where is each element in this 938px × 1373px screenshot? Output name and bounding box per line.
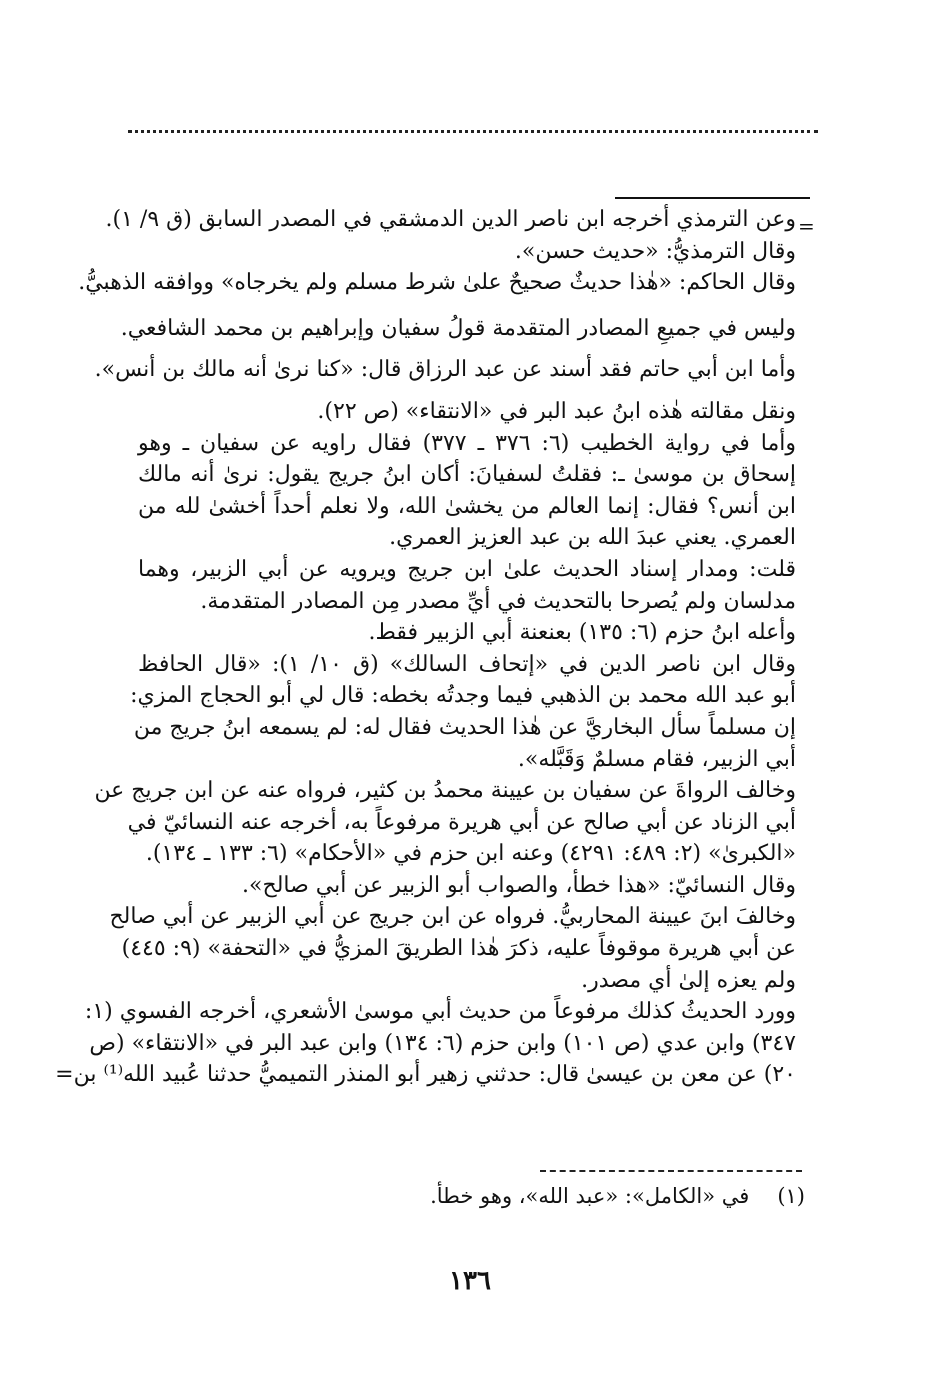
text-line: إن مسلماً سأل البخاريَّ عن هٰذا الحديث فقال له: لم يسمعه ابنُ جريج من	[133, 714, 796, 740]
text-line: أبو عبد الله محمد بن الذهبي فيما وجدتُه بخطه: قال لي أبو الحجاج المزي:	[130, 683, 796, 709]
text-line: وخالف الرواةَ عن سفيان بن عيينة محمدُ بن كثير، فرواه عنه عن ابن جريج عن	[94, 778, 796, 804]
text-line: ٣٤٧) وابن عدي (ص ١٠١) وابن حزم (٦: ١٣٤) وابن عبد البر في «الانتقاء» (ص	[89, 1030, 796, 1056]
page-number: ١٣٦	[449, 1266, 491, 1296]
text-line: وخالفَ ابنَ عيينة المحاربيُّ. فرواه عن ابن جريج عن أبي الزبير عن أبي صالح	[109, 904, 796, 930]
text-line: إسحاق بن موسىٰ ـ: فقلتُ لسفيانَ: أكان ابنُ جريج يقول: نرىٰ أنه مالك	[138, 462, 796, 488]
text-line: وأعله ابنُ حزم (٦: ١٣٥) بعنعنة أبي الزبير فقط.	[368, 620, 796, 646]
text-line: أبي الزبير، فقام مسلمٌ وَقَبَّله».	[517, 746, 796, 772]
footnote	[400, 1184, 805, 1208]
text-line: وورد الحديثُ كذلك مرفوعاً من حديث أبي موسىٰ الأشعري، أخرجه الفسوي (١:	[84, 999, 796, 1025]
footnote-text: في «الكامل»: «عبد الله»، وهو خطأ.	[430, 1184, 750, 1208]
text-line: وليس في جميعِ المصادر المتقدمة قولُ سفيان وإبراهيم بن محمد الشافعي.	[120, 315, 796, 341]
text-line: «الكبرىٰ» (٢: ٤٨٩: ٤٢٩١) وعنه ابن حزم في «الأحكام» (٦: ١٣٣ ـ ١٣٤).	[145, 841, 796, 867]
text-line: وأما ابن أبي حاتم فقد أسند عن عبد الرزاق قال: «كنا نرىٰ أنه مالك بن أنس».	[94, 357, 796, 383]
text-line: وقال ابن ناصر الدين في «إتحاف السالك» (ق ١٠/ ١): «قال الحافظ	[138, 651, 797, 677]
text-line: ولم يعزه إلىٰ أي مصدر.	[581, 967, 796, 993]
text-line: وقال النسائيّ: «هذا خطأ، والصواب أبو الزبير عن أبي صالح».	[242, 872, 796, 898]
text-line: ٢٠) عن معن بن عيسىٰ قال: حدثني زهير أبو المنذر التميميُّ حدثنا عُبيد الله⁽¹⁾ بن=	[55, 1062, 796, 1088]
text-line: عن أبي هريرة موقوفاً عليه، ذكرَ هٰذا الطريقَ المزيُّ في «التحفة» (٩: ٤٤٥)	[121, 936, 796, 962]
text-line: ابن أنس؟ فقال: إنما العالم من يخشىٰ الله، ولا نعلم أحداً أخشىٰ لله من	[138, 493, 796, 519]
footnote-number: (١)	[777, 1184, 805, 1208]
text-line: قلت: ومدار إسناد الحديث علىٰ ابن جريج ويرويه عن أبي الزبير، وهما	[138, 556, 796, 582]
text-line: وقال الحاكم: «هٰذا حديثٌ صحيحٌ علىٰ شرط مسلم ولم يخرجاه» ووافقه الذهبيُّ.	[78, 270, 796, 296]
continuation-rule	[615, 197, 810, 199]
text-line: مدلسان ولم يُصرحا بالتحديث في أيِّ مصدر مِن المصادر المتقدمة.	[200, 588, 796, 614]
footnote-continuation-text	[55, 204, 797, 1091]
text-line: العمري. يعني عبدَ الله بن عبد العزيز العمري.	[389, 525, 796, 551]
text-line: أبي الزناد عن أبي صالح عن أبي هريرة مرفوعاً به، أخرجه عنه النسائيّ في	[127, 809, 796, 835]
text-line: وعن الترمذي أخرجه ابن ناصر الدين الدمشقي في المصدر السابق (ق ٩/ ١).	[105, 207, 796, 232]
text-line: وأما في رواية الخطيب (٦: ٣٧٦ ـ ٣٧٧) فقال راويه عن سفيان ـ وهو	[138, 430, 797, 456]
footnote-separator	[540, 1170, 802, 1172]
text-line: وقال الترمذيُّ: «حديث حسن».	[514, 238, 796, 264]
header-dotted-rule	[128, 130, 818, 145]
continuation-mark: =	[798, 214, 815, 238]
text-line: ونقل مقالته هٰذه ابنُ عبد البر في «الانتقاء» (ص ٢٢).	[317, 398, 796, 424]
